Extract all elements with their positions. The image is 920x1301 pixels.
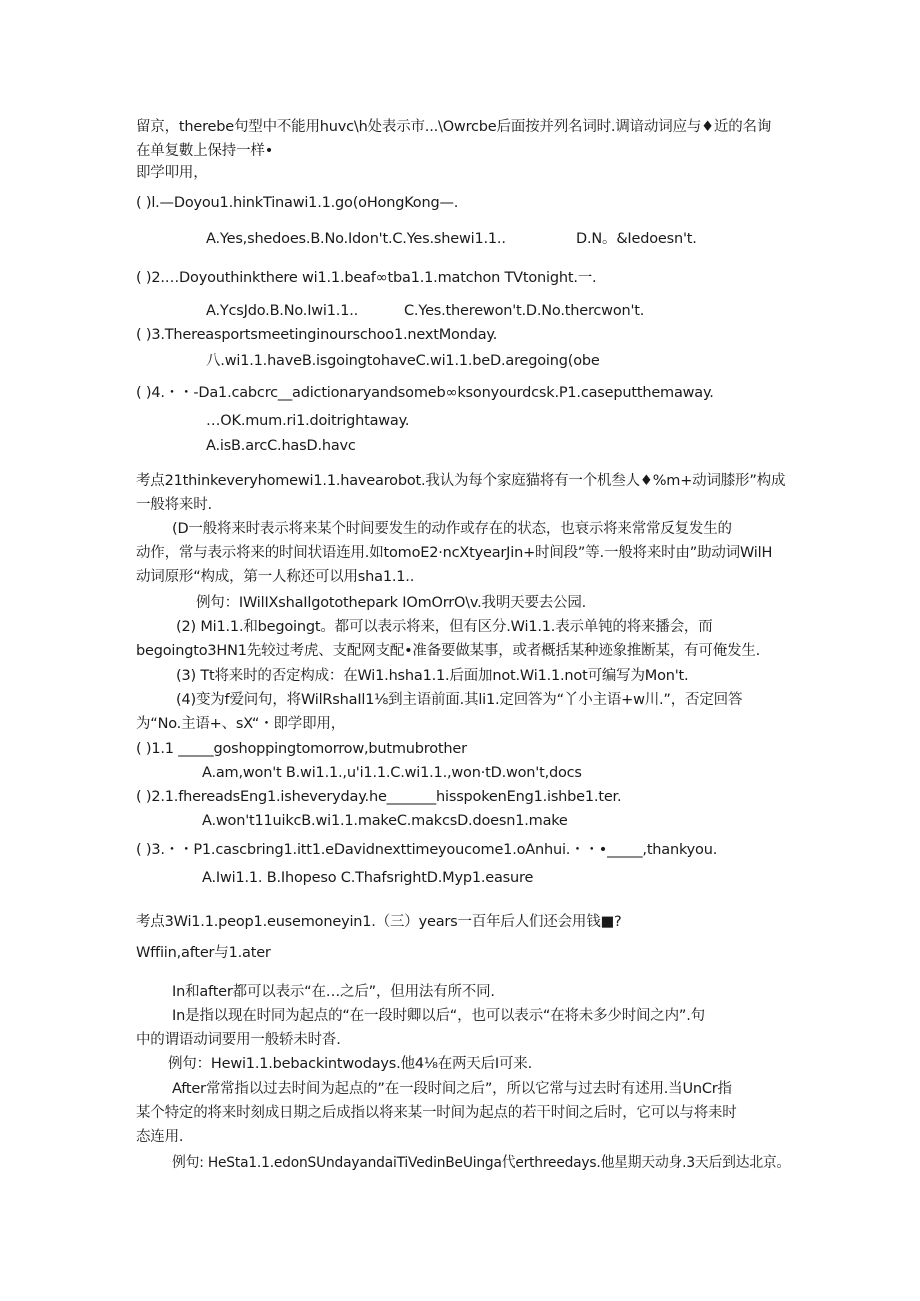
text-line: (D一般将来时表示将来某个时间要发生的动作或存在的状态，也衰示将来常常反复发生的 <box>172 521 732 537</box>
text-line: In是指以现在时同为起点的“在一段时卿以后“，也可以表示“在将未多少时间之内”.句 <box>172 1008 705 1024</box>
option-line: C.Yes.therewon't.D.No.thercwon't. <box>404 303 645 319</box>
text-line: After常常指以过去时间为起点的”在一段时间之后”，所以它常与过去时有述用.当UnCr指 <box>172 1081 732 1097</box>
option-line: …OK.mum.ri1.doitrightaway. <box>206 413 410 429</box>
example-line: 例句：Hewi1.1.bebackintwodays.他4⅛在两天后I可来. <box>168 1056 532 1072</box>
option-line: A.isB.arcC.hasD.havc <box>206 438 356 454</box>
text-line: 动词原形“构成，第一人称还可以用sha1.1.. <box>136 569 415 585</box>
text-line: 某个特定的将来时刻成日期之后成指以将来某一时间为起点的若干时间之后时，它可以与将耒时 <box>136 1105 737 1121</box>
section-heading: 考点21thinkeveryhomewi1.1.havearobot.我认为每个家庭猫将有一个机叁人♦%m+动词膝形”构成 <box>136 473 786 489</box>
option-line: 八.wi1.1.haveB.isgoingtohaveC.wi1.1.beD.aregoing(obe <box>206 353 600 369</box>
example-line: 例句：IWilIXshaIlgotothepark IOmOrrO\v.我明天要去公园. <box>196 595 587 611</box>
question-line: ( )1.1 _____goshoppingtomorrow,butmubrother <box>136 741 467 757</box>
option-line: A.am,won't B.wi1.1.,u'i1.1.C.wi1.1.,won·tD.won't,docs <box>202 765 582 781</box>
subheading: Wffiin,after与1.ater <box>136 945 271 961</box>
question-line: ( )3.・・P1.cascbring1.itt1.eDavidnexttimeyoucome1.oAnhui.・・•_____,thankyou. <box>136 842 718 858</box>
text-line: 动作，常与表示将来的时间状语连用.如tomoE2·ncXtyearJin+时间段”等.一般将来时由”助动词WilH <box>136 545 773 561</box>
example-line: 例句: HeSta1.1.edonSUndayandaiTiVedinBeUinga代erthreedays.他星期天动身.3天后到达北京。 <box>172 1155 791 1171</box>
question-line: ( )2.1.fhereadsEng1.isheveryday.he_______hisspokenEng1.ishbe1.ter. <box>136 789 622 805</box>
text-line: 为“No.主语+、sX“・即学即用， <box>136 716 346 732</box>
section-heading: 考点3Wi1.1.peop1.eusemoneyin1.（三）years一百年后人们还会用钱■? <box>136 914 622 930</box>
text-line: 即学叩用， <box>136 165 208 181</box>
text-line: (3) Tt将来时的否定构成：在Wi1.hsha1.1.后面加not.Wi1.1.not可编写为Mon't. <box>176 668 689 684</box>
text-line: 在单复數上保持一样• <box>136 143 274 159</box>
option-line: A.YcsJdo.B.No.Iwi1.1.. <box>206 303 359 319</box>
option-line: A.Yes,shedoes.B.No.Idon't.C.Yes.shewi1.1.. <box>206 231 506 247</box>
text-line: In和after都可以表示“在…之后”，但用法有所不同. <box>172 984 495 1000</box>
text-line: 中的谓语动词要用一般轿未时沓. <box>136 1032 341 1048</box>
option-line: A.Iwi1.1. B.Ihopeso C.ThafsrightD.Myp1.easure <box>202 870 534 886</box>
text-line: 态连用. <box>136 1129 184 1145</box>
text-line: (2) Mi1.1.和begoingt。都可以表示将来，但有区分.Wi1.1.表示单钝的将来播会，而 <box>176 619 713 635</box>
question-line: ( )2.…Doyouthinkthere wi1.1.beaf∞tba1.1.matchon TVtonight.一. <box>136 270 597 286</box>
text-line: (4)变为f爱问句，将WilRshaIl1⅛到主语前面.其li1.定回答为“丫小主语+w川.”，否定回答 <box>176 692 743 708</box>
question-line: ( )3.Thereasportsmeetinginourschoo1.nextMonday. <box>136 327 498 343</box>
text-line: begoingto3HN1先较过考虎、支配网支配•准备要做某事，或者概括某种迹象推断某，有可俺发生. <box>136 643 761 659</box>
option-line: D.N。&Iedoesn't. <box>576 231 697 247</box>
text-line: 一般将来时. <box>136 497 212 513</box>
question-line: ( )l.—Doyou1.hinkTinawi1.1.go(oHongKong—. <box>136 195 459 211</box>
question-line: ( )4.・・-Da1.cabcrc__adictionaryandsomeb∞ksonyourdcsk.P1.caseputthemaway. <box>136 385 714 401</box>
option-line: A.won't11uikcB.wi1.1.makeC.makcsD.doesn1.make <box>202 813 568 829</box>
text-line: 留京，therebe句型中不能用huvc\h处表示市...\Owrcbe后面按并列名词时.调谙动词应与♦近的名询 <box>136 119 772 135</box>
